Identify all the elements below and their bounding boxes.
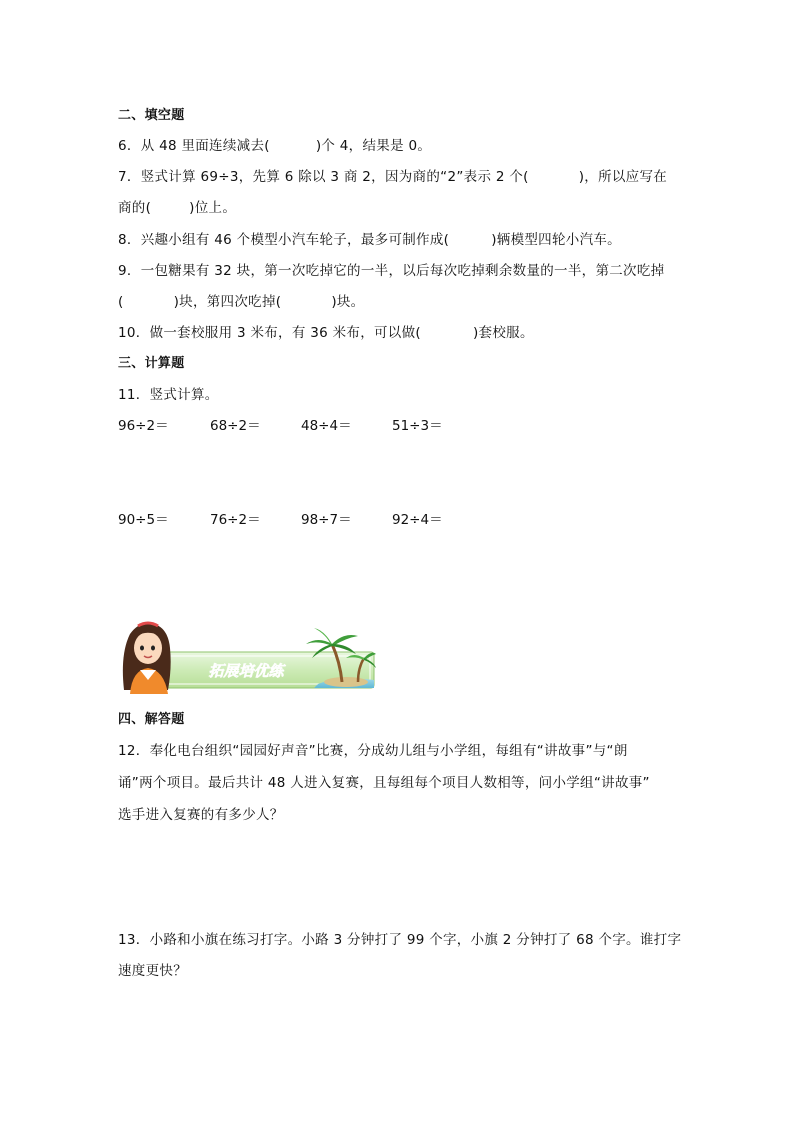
q8-text-b: )辆模型四轮小汽车。 — [491, 232, 621, 248]
expression: 68÷2＝ — [210, 418, 261, 434]
section-heading-word-problems: 四、解答题 — [118, 712, 185, 727]
expression: 96÷2＝ — [118, 418, 169, 434]
section-heading-fill-blank: 二、填空题 — [118, 108, 185, 123]
question-9-line-2 — [118, 290, 364, 310]
q9-text-c: )块。 — [331, 294, 365, 310]
expression: 76÷2＝ — [210, 512, 261, 528]
q9-text-b: )块，第四次吃掉( — [173, 294, 282, 310]
q7-text-c: 商的( — [118, 200, 152, 216]
expression: 48÷4＝ — [301, 418, 352, 434]
q10-text-a: 10．做一套校服用 3 米布，有 36 米布，可以做( — [118, 325, 421, 341]
question-12-line-2: 诵”两个项目。最后共计 48 人进入复赛，且每组每个项目人数相等，问小学组“讲故事” — [118, 775, 650, 791]
expression: 92÷4＝ — [392, 512, 443, 528]
banner-illustration — [118, 618, 376, 694]
question-6 — [118, 134, 431, 154]
question-13-line-2: 速度更快？ — [118, 963, 187, 979]
q8-text-a: 8．兴趣小组有 46 个模型小汽车轮子，最多可制作成( — [118, 232, 450, 248]
q7-text-b: )，所以应写在 — [578, 169, 668, 185]
section-heading-calculation: 三、计算题 — [118, 356, 185, 371]
q10-text-b: )套校服。 — [472, 325, 534, 341]
question-7-line-1 — [118, 165, 667, 185]
question-12-line-3: 选手进入复赛的有多少人？ — [118, 807, 284, 823]
question-11-title: 11．竖式计算。 — [118, 387, 219, 403]
question-10 — [118, 321, 534, 341]
expression: 98÷7＝ — [301, 512, 352, 528]
q6-text-a: 6．从 48 里面连续减去( — [118, 138, 270, 154]
q9-text-a: ( — [118, 294, 124, 310]
girl-cartoon-icon — [123, 623, 171, 694]
question-13-line-1: 13．小路和小旗在练习打字。小路 3 分钟打了 99 个字，小旗 2 分钟打了 68 个字。谁打字 — [118, 932, 682, 948]
question-7-line-2 — [118, 196, 236, 216]
q7-text-a: 7．竖式计算 69÷3，先算 6 除以 3 商 2，因为商的“2”表示 2 个( — [118, 169, 529, 185]
question-8 — [118, 228, 621, 248]
question-9-line-1: 9．一包糖果有 32 块，第一次吃掉它的一半，以后每次吃掉剩余数量的一半，第二次吃掉 — [118, 263, 665, 279]
q6-text-b: )个 4，结果是 0。 — [315, 138, 432, 154]
expression: 51÷3＝ — [392, 418, 443, 434]
expression: 90÷5＝ — [118, 512, 169, 528]
q7-text-d: )位上。 — [189, 200, 237, 216]
extension-practice-banner — [118, 618, 376, 694]
banner-title: 拓展培优练 — [208, 662, 284, 680]
question-12-line-1: 12．奉化电台组织“园园好声音”比赛，分成幼儿组与小学组，每组有“讲故事”与“朗 — [118, 743, 628, 759]
